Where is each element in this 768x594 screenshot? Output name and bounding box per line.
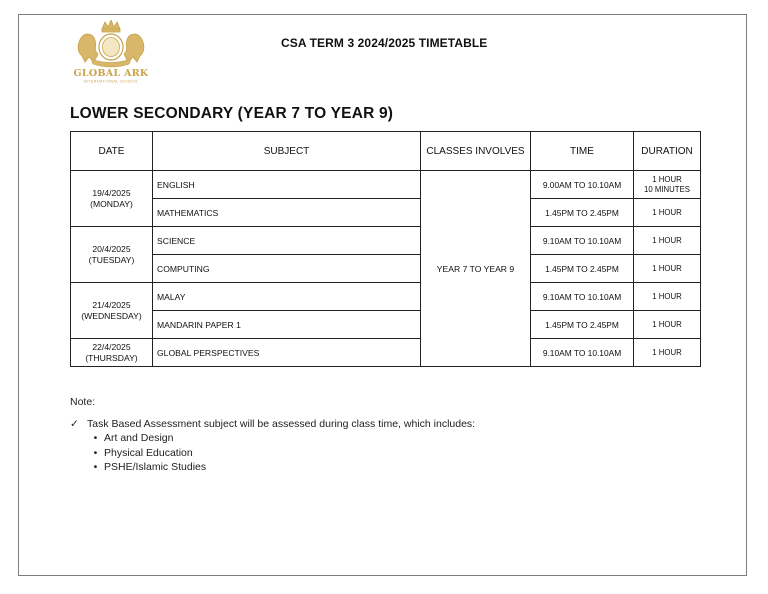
- duration-cell: 1 HOUR: [634, 283, 701, 311]
- day-text: (TUESDAY): [88, 254, 135, 265]
- document-page: [18, 14, 747, 576]
- time-cell: 1.45PM TO 2.45PM: [531, 311, 634, 339]
- date-cell: [71, 283, 153, 339]
- duration-cell: 1 HOUR: [634, 311, 701, 339]
- table-row: [71, 311, 701, 339]
- subject-cell: GLOBAL PERSPECTIVES: [153, 339, 421, 367]
- check-icon: ✓: [70, 418, 79, 430]
- subject-cell: MALAY: [153, 283, 421, 311]
- date-text: 19/4/2025: [92, 187, 131, 198]
- list-item: [87, 460, 206, 475]
- note-task-line: [70, 418, 475, 430]
- note-bullet-list: [87, 431, 206, 475]
- time-cell: 1.45PM TO 2.45PM: [531, 255, 634, 283]
- subject-cell: ENGLISH: [153, 171, 421, 199]
- day-text: (MONDAY): [90, 198, 133, 209]
- date-text: 22/4/2025: [92, 341, 131, 352]
- note-task-text: Task Based Assessment subject will be assessed during class time, which includes:: [87, 418, 476, 430]
- date-cell: [71, 339, 153, 367]
- subject-cell: SCIENCE: [153, 227, 421, 255]
- time-cell: 9.10AM TO 10.10AM: [531, 339, 634, 367]
- duration-line: 1 HOUR: [652, 174, 682, 184]
- time-cell: 9.00AM TO 10.10AM: [531, 171, 634, 199]
- day-text: (WEDNESDAY): [81, 310, 142, 321]
- header-duration: DURATION: [634, 132, 701, 171]
- subject-cell: MATHEMATICS: [153, 199, 421, 227]
- date-text: 20/4/2025: [92, 243, 131, 254]
- table-row: [71, 339, 701, 367]
- duration-cell: [634, 171, 701, 199]
- date-cell: [71, 227, 153, 283]
- duration-line: 10 MINUTES: [644, 184, 690, 194]
- bullet-icon: •: [93, 461, 98, 473]
- table-row: [71, 283, 701, 311]
- duration-cell: 1 HOUR: [634, 199, 701, 227]
- header-classes: CLASSES INVOLVES: [421, 132, 531, 171]
- timetable: [70, 131, 701, 367]
- list-item-text: Physical Education: [104, 446, 193, 459]
- table-row: [71, 199, 701, 227]
- duration-cell: 1 HOUR: [634, 227, 701, 255]
- table-row: [71, 255, 701, 283]
- day-text: (THURSDAY): [85, 352, 138, 363]
- subject-cell: COMPUTING: [153, 255, 421, 283]
- bullet-icon: •: [93, 446, 98, 459]
- header-date: DATE: [71, 132, 153, 171]
- note-label: Note:: [70, 396, 96, 408]
- subject-cell: MANDARIN PAPER 1: [153, 311, 421, 339]
- table-row: [71, 171, 701, 199]
- duration-cell: 1 HOUR: [634, 255, 701, 283]
- section-heading: LOWER SECONDARY (YEAR 7 TO YEAR 9): [70, 105, 394, 122]
- table-row: [71, 227, 701, 255]
- svg-text:GLOBAL ARK: GLOBAL ARK: [73, 68, 149, 79]
- list-item: [87, 446, 206, 461]
- date-cell: [71, 171, 153, 227]
- list-item-text: Art and Design: [104, 432, 174, 444]
- document-title: CSA TERM 3 2024/2025 TIMETABLE: [281, 36, 488, 50]
- school-crest-logo: [71, 20, 151, 84]
- list-item: [87, 431, 206, 446]
- date-text: 21/4/2025: [92, 299, 131, 310]
- table-header-row: [71, 132, 701, 171]
- header-subject: SUBJECT: [153, 132, 421, 171]
- duration-cell: 1 HOUR: [634, 339, 701, 367]
- time-cell: 9.10AM TO 10.10AM: [531, 283, 634, 311]
- list-item-text: PSHE/Islamic Studies: [104, 461, 207, 473]
- header-time: TIME: [531, 132, 634, 171]
- classes-cell: YEAR 7 TO YEAR 9: [421, 171, 531, 367]
- svg-text:INTERNATIONAL SCHOOL: INTERNATIONAL SCHOOL: [83, 79, 139, 84]
- bullet-icon: •: [93, 432, 98, 444]
- time-cell: 1.45PM TO 2.45PM: [531, 199, 634, 227]
- time-cell: 9.10AM TO 10.10AM: [531, 227, 634, 255]
